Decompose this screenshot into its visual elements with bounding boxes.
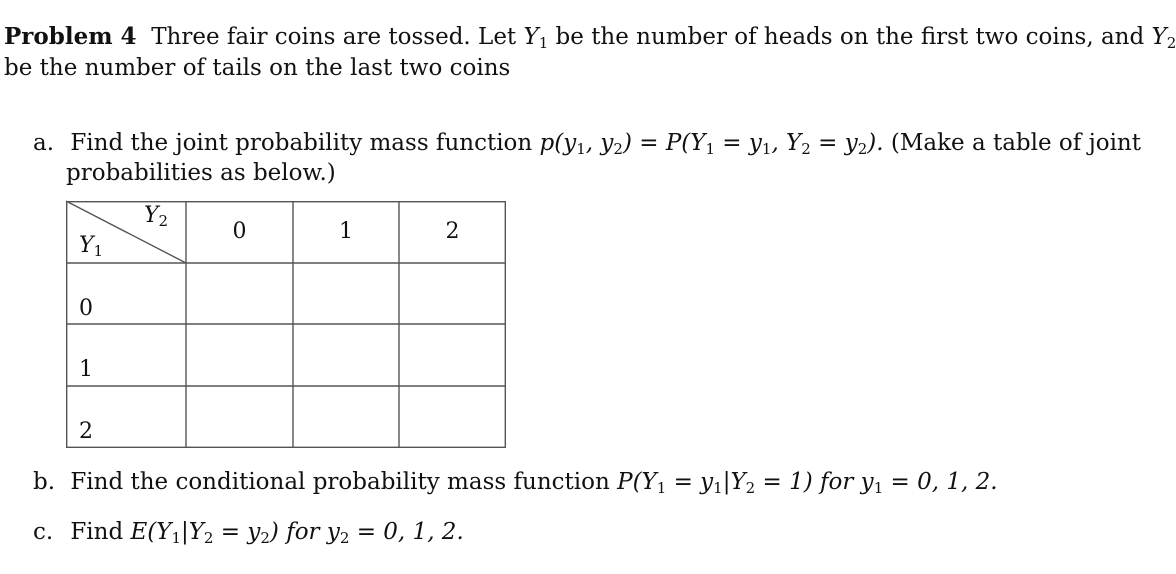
var-y2: $Y_2$ bbox=[1151, 24, 1176, 52]
problem-line-2: be the number of tails on the last two coins bbox=[4, 55, 511, 81]
corner-label-y2: $Y_2$ bbox=[144, 203, 169, 230]
part-a-text: Find the joint probability mass function bbox=[70, 130, 533, 156]
problem-text-1: Three fair coins are tossed. Let bbox=[151, 24, 517, 50]
part-a-text-end: (Make a table of joint bbox=[890, 130, 1141, 156]
part-c-marker: c. bbox=[33, 519, 54, 545]
column-header: 1 bbox=[339, 219, 353, 244]
row-header: 1 bbox=[79, 357, 93, 382]
column-header: 2 bbox=[445, 219, 460, 244]
part-c-formula: $E(Y_1|Y_2 = y_2)$ for $y_2 = 0$, 1, 2. bbox=[130, 519, 464, 547]
part-b-formula: $P(Y_1 = y_1|Y_2 = 1)$ for $y_1 = 0$, 1, 2. bbox=[617, 469, 998, 497]
problem-line-1 bbox=[4, 22, 1176, 52]
part-c-text: Find bbox=[70, 519, 124, 545]
part-a-line-2: probabilities as below.) bbox=[66, 160, 336, 186]
part-a-line-1 bbox=[33, 128, 1141, 158]
joint-probability-table bbox=[66, 201, 506, 448]
column-header: 0 bbox=[232, 219, 247, 244]
problem-text-2: be the number of heads on the first two coins, and bbox=[555, 24, 1145, 50]
row-header: 2 bbox=[79, 419, 93, 444]
var-y1: $Y_1$ bbox=[523, 24, 549, 52]
part-b-marker: b. bbox=[33, 469, 56, 495]
problem-heading: Problem 4 bbox=[4, 23, 137, 50]
part-a-marker: a. bbox=[33, 130, 55, 156]
row-header: 0 bbox=[79, 296, 93, 321]
part-b-line bbox=[33, 467, 998, 497]
part-b-text: Find the conditional probability mass function bbox=[70, 469, 610, 495]
part-a-formula: $p(y_1$, $y_2) = P(Y_1 = y_1$, $Y_2 = y_2$). bbox=[539, 130, 884, 158]
part-c-line bbox=[33, 517, 464, 547]
corner-label-y1: $Y_1$ bbox=[79, 233, 104, 260]
